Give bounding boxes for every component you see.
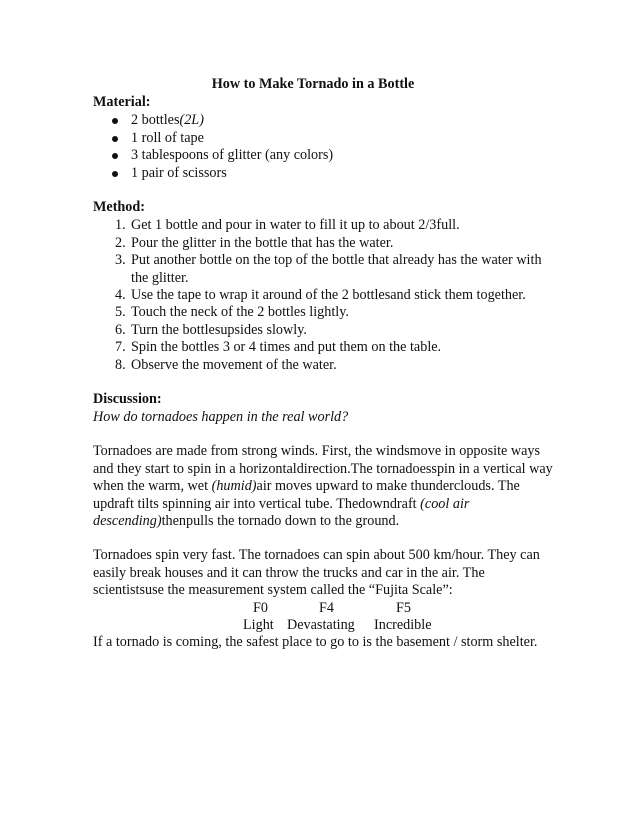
method-step	[93, 217, 553, 234]
bullet-icon	[112, 171, 118, 177]
spacer	[93, 374, 553, 391]
discussion-paragraph	[93, 443, 553, 530]
scale-label: Incredible	[374, 617, 432, 634]
method-step	[93, 252, 553, 287]
method-step	[93, 304, 553, 321]
step-number: 8.	[115, 356, 126, 373]
step-number: 1.	[115, 217, 126, 234]
material-item-text: 3 tablespoons of glitter (any colors)	[131, 147, 334, 164]
method-steps	[93, 217, 553, 374]
step-number: 3.	[115, 252, 126, 269]
step-text: Spin the bottles 3 or 4 times and put them on the table.	[131, 339, 442, 356]
document-page	[93, 76, 553, 652]
paragraph-text: air moves upward to make thunderclouds. The updraft tilts spinning air into vertical tube. Thedowndraft	[93, 478, 520, 512]
material-heading: Material:	[93, 94, 151, 110]
step-number: 2.	[115, 234, 126, 251]
material-list	[93, 112, 553, 182]
paragraph-text: Tornadoes are made from strong winds. First, the windsmove in opposite ways and they start to spin in a horizontaldirection.The tornadoesspin in a vertical way when the warm, wet	[93, 443, 553, 495]
step-number: 6.	[115, 321, 126, 338]
discussion-question: How do tornadoes happen in the real world?	[93, 409, 349, 426]
method-step	[93, 322, 553, 339]
step-number: 4.	[115, 287, 126, 303]
material-item-text: 1 roll of tape	[131, 129, 204, 146]
step-text: Touch the neck of the 2 bottles lightly.	[131, 304, 349, 321]
scale-code: F5	[396, 599, 411, 616]
method-step	[93, 339, 553, 356]
step-text: Observe the movement of the water.	[131, 356, 337, 373]
discussion-heading: Discussion:	[93, 391, 162, 408]
fujita-scale-codes	[93, 600, 553, 617]
step-text: Put another bottle on the top of the bottle that already has the water with the glitter.	[131, 252, 542, 286]
material-item-note: (2L)	[179, 112, 204, 128]
material-item	[107, 165, 553, 183]
material-item-text: 2 bottles	[131, 112, 180, 128]
step-text: Turn the bottlesupsides slowly.	[131, 321, 307, 338]
material-item	[107, 130, 553, 148]
bullet-icon	[112, 118, 118, 124]
document-title: How to Make Tornado in a Bottle	[211, 76, 415, 92]
scale-label: Light	[243, 617, 274, 634]
paragraph-text: thenpulls the tornado down to the ground.	[161, 513, 400, 530]
method-step	[93, 357, 553, 374]
step-text: Get 1 bottle and pour in water to fill it up to about 2/3full.	[131, 217, 460, 234]
material-item-text: 1 pair of scissors	[131, 164, 227, 181]
bullet-icon	[112, 136, 118, 142]
spacer	[93, 182, 553, 199]
bullet-icon	[112, 153, 118, 159]
speed-paragraph: Tornadoes spin very fast. The tornadoes can spin about 500 km/hour. They can easily break houses and it can throw the trucks and car in the air. The scientistsuse the measurement system called the “Fujita Scale”:	[93, 547, 540, 599]
scale-label: Devastating	[287, 617, 355, 634]
step-number: 7.	[115, 339, 126, 356]
scale-code: F0	[253, 599, 268, 616]
paragraph-italic-text: (cool air descending)	[93, 495, 470, 530]
paragraph-italic-text: (humid)	[211, 478, 257, 495]
material-item	[107, 112, 553, 130]
fujita-scale-labels	[93, 617, 553, 634]
step-text: Pour the glitter in the bottle that has the water.	[131, 234, 394, 251]
scale-code: F4	[319, 599, 334, 616]
method-heading: Method:	[93, 199, 146, 216]
material-item	[107, 147, 553, 165]
spacer	[93, 530, 553, 547]
spacer	[93, 426, 553, 443]
closing-paragraph: If a tornado is coming, the safest place to go to is the basement / storm shelter.	[93, 634, 538, 651]
step-number: 5.	[115, 304, 126, 321]
method-step	[93, 287, 553, 304]
method-step	[93, 235, 553, 252]
step-text: Use the tape to wrap it around of the 2 bottlesand stick them together.	[131, 287, 526, 303]
